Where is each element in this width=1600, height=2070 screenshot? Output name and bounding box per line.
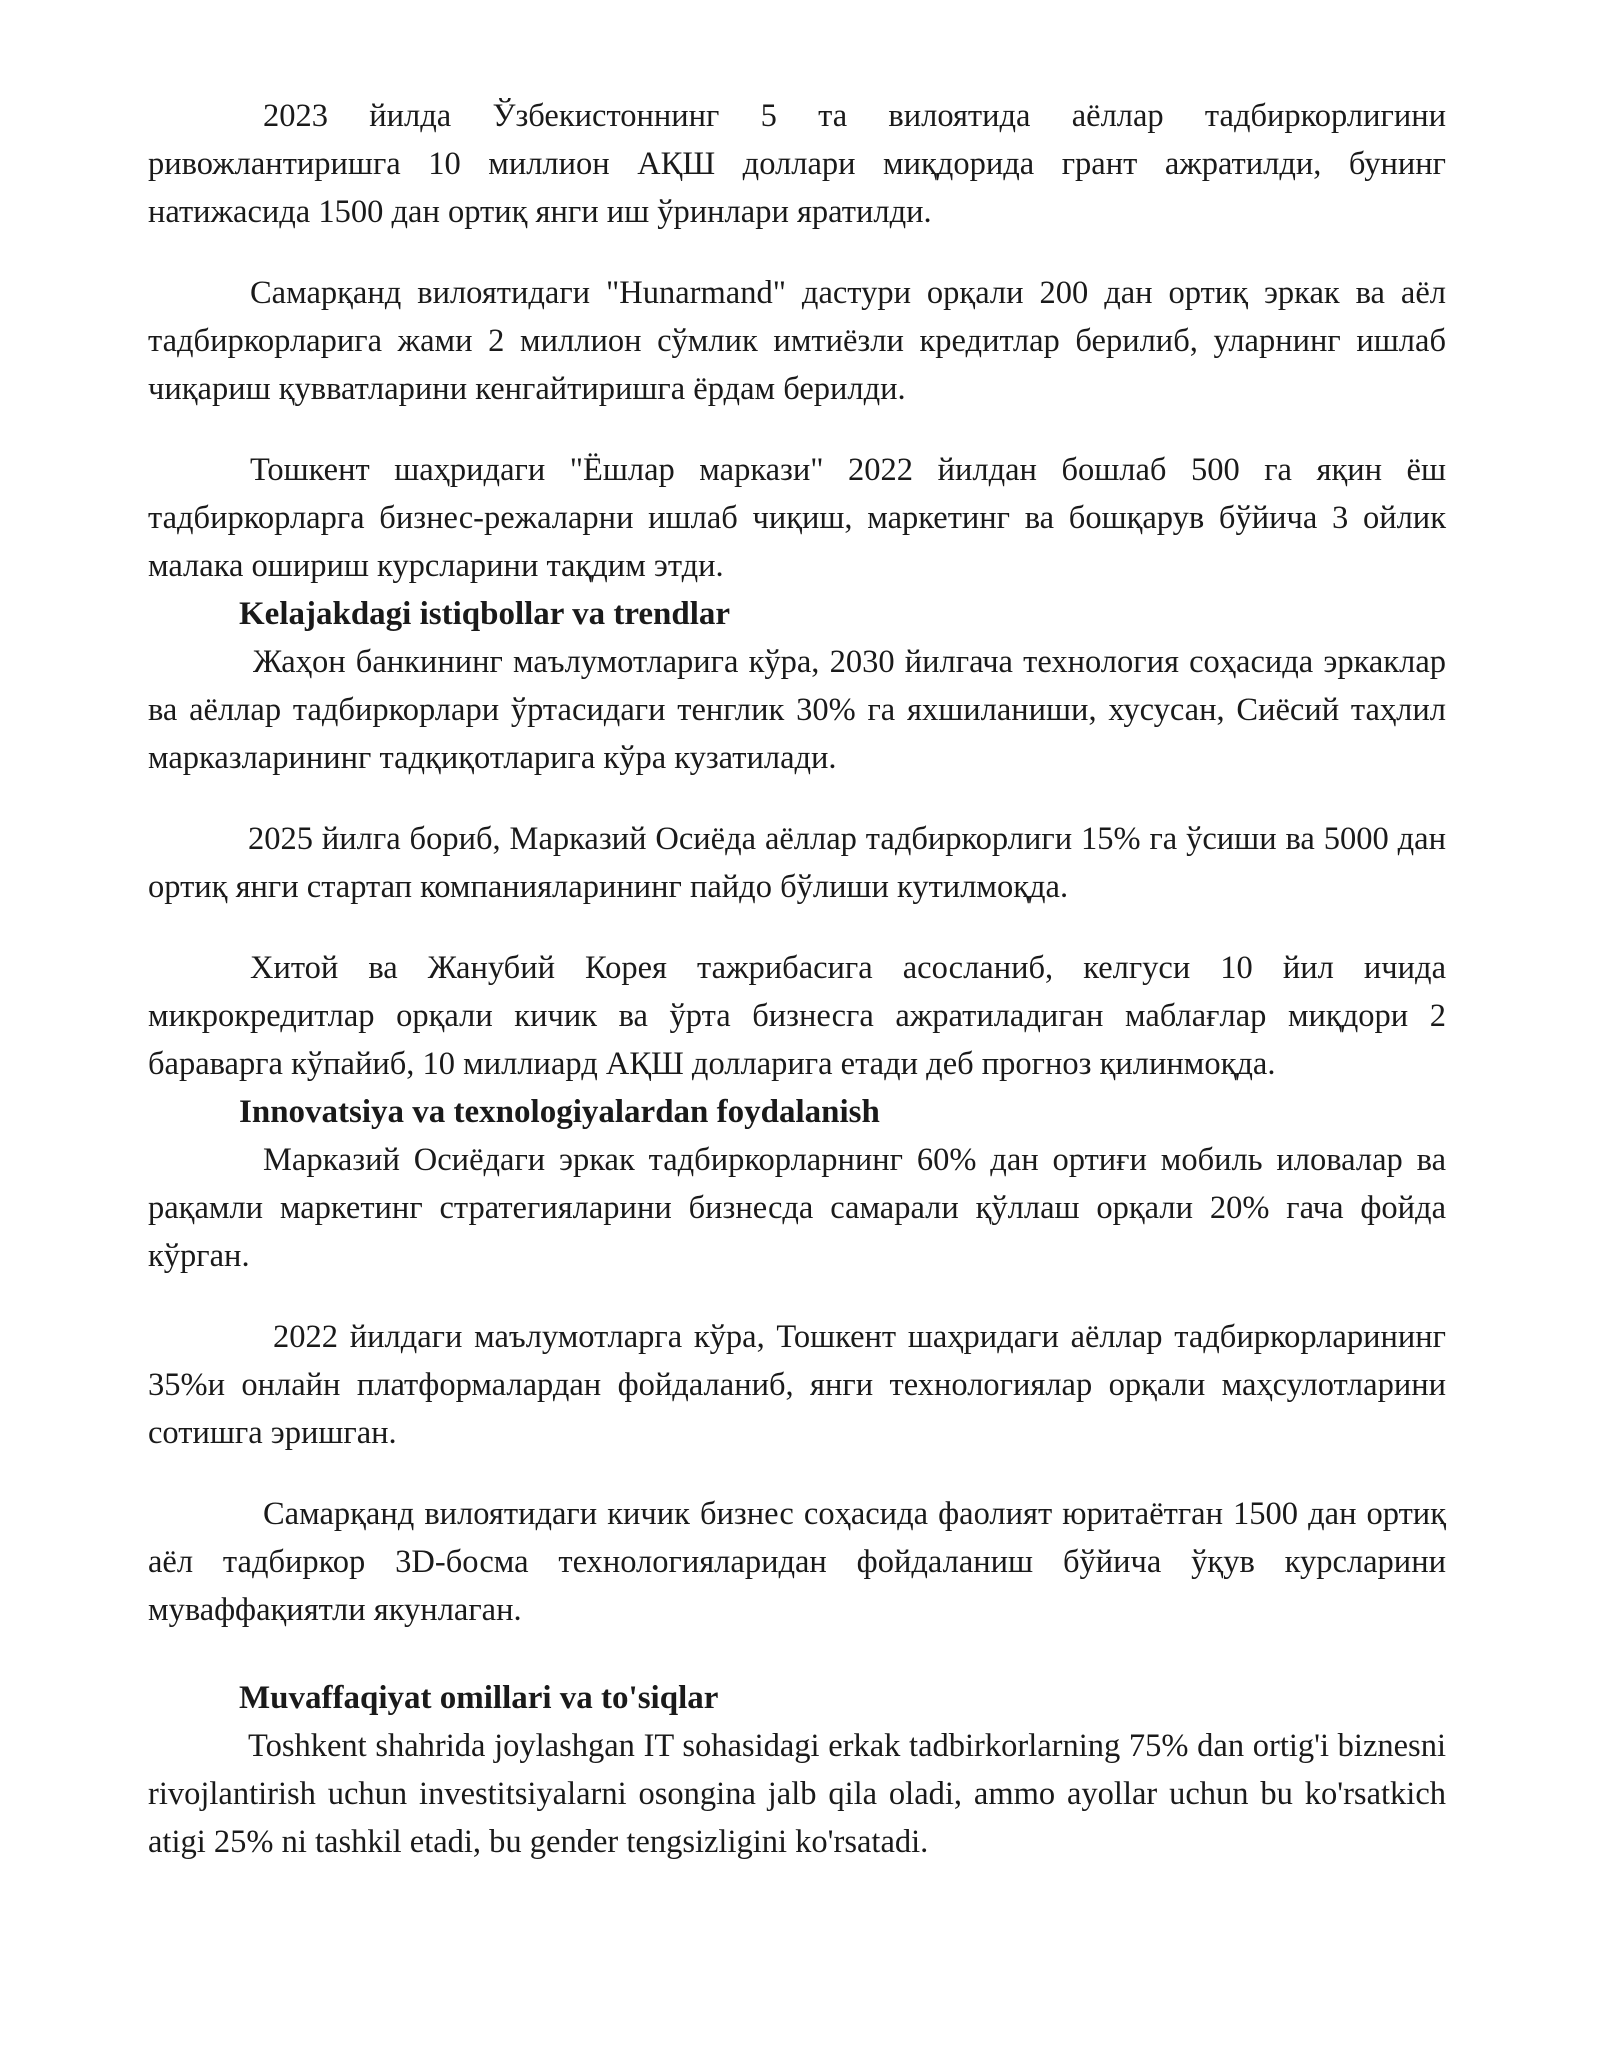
paragraph-mobile-apps: Марказий Осиёдаги эркак тадбиркорларнинг 60% дан ортиғи мобиль иловалар ва рақамли маркетинг стратегияларини бизнесда самарали қўллаш орқали 20% гача фойда кўрган. xyxy=(148,1142,1446,1274)
paragraph-yoshlar-markazi: Тошкент шаҳридаги "Ёшлар маркази" 2022 йилдан бошлаб 500 га яқин ёш тадбиркорларга бизнес-режаларни ишлаб чиқиш, маркетинг ва бошқарув бўйича 3 ойлик малака ошириш курсларини тақдим этди. xyxy=(148,452,1446,584)
section-heading-future-prospects: Kelajakdagi istiqbollar va trendlar xyxy=(239,596,731,632)
paragraph-china-korea: Хитой ва Жанубий Корея тажрибасига асосланиб, келгуси 10 йил ичида микрокредитлар орқали кичик ва ўрта бизнесга ажратиладиган маблағлар миқдори 2 бараварга кўпайиб, 10 миллиард АҚШ долларига етади деб прогноз қилинмоқда. xyxy=(148,950,1446,1082)
paragraph-2025-forecast: 2025 йилга бориб, Марказий Осиёда аёллар тадбиркорлиги 15% га ўсиши ва 5000 дан ортиқ янги стартап компанияларининг пайдо бўлиши кутилмоқда. xyxy=(148,821,1446,905)
paragraph-world-bank: Жаҳон банкининг маълумотларига кўра, 2030 йилгача технология соҳасида эркаклар ва аёллар тадбиркорлари ўртасидаги тенглик 30% га яхшиланиши, хусусан, Сиёсий таҳлил марказларининг тадқиқотларига кўра кузатилади. xyxy=(148,644,1446,776)
paragraph-online-platforms: 2022 йилдаги маълумотларга кўра, Тошкент шаҳридаги аёллар тадбиркорларининг 35%и онлайн платформалардан фойдаланиб, янги технологиялар орқали маҳсулотларини сотишга эришган. xyxy=(148,1319,1446,1451)
paragraph-grant-2023: 2023 йилда Ўзбекистоннинг 5 та вилоятида аёллар тадбиркорлигини ривожлантиришга 10 миллион АҚШ доллари миқдорида грант ажратилди, бунинг натижасида 1500 дан ортиқ янги иш ўринлари яратилди. xyxy=(148,98,1446,230)
document-page xyxy=(148,92,1446,1866)
paragraph-hunarmand: Самарқанд вилоятидаги "Hunarmand" дастури орқали 200 дан ортиқ эркак ва аёл тадбиркорларига жами 2 миллион сўмлик имтиёзли кредитлар берилиб, уларнинг ишлаб чиқариш қувватларини кенгайтиришга ёрдам берилди. xyxy=(148,275,1446,407)
paragraph-it-sector: Toshkent shahrida joylashgan IT sohasidagi erkak tadbirkorlarning 75% dan ortig'i biznesni rivojlantirish uchun investitsiyalarni osongina jalb qila oladi, ammo ayollar uchun bu ko'rsatkich atigi 25% ni tashkil etadi, bu gender tengsizligini ko'rsatadi. xyxy=(148,1728,1446,1860)
section-heading-success-factors: Muvaffaqiyat omillari va to'siqlar xyxy=(239,1680,719,1716)
section-heading-innovation: Innovatsiya va texnologiyalardan foydalanish xyxy=(239,1094,880,1130)
paragraph-3d-printing: Самарқанд вилоятидаги кичик бизнес соҳасида фаолият юритаётган 1500 дан ортиқ аёл тадбиркор 3D-босма технологияларидан фойдаланиш бўйича ўқув курсларини муваффақиятли якунлаган. xyxy=(148,1496,1446,1628)
